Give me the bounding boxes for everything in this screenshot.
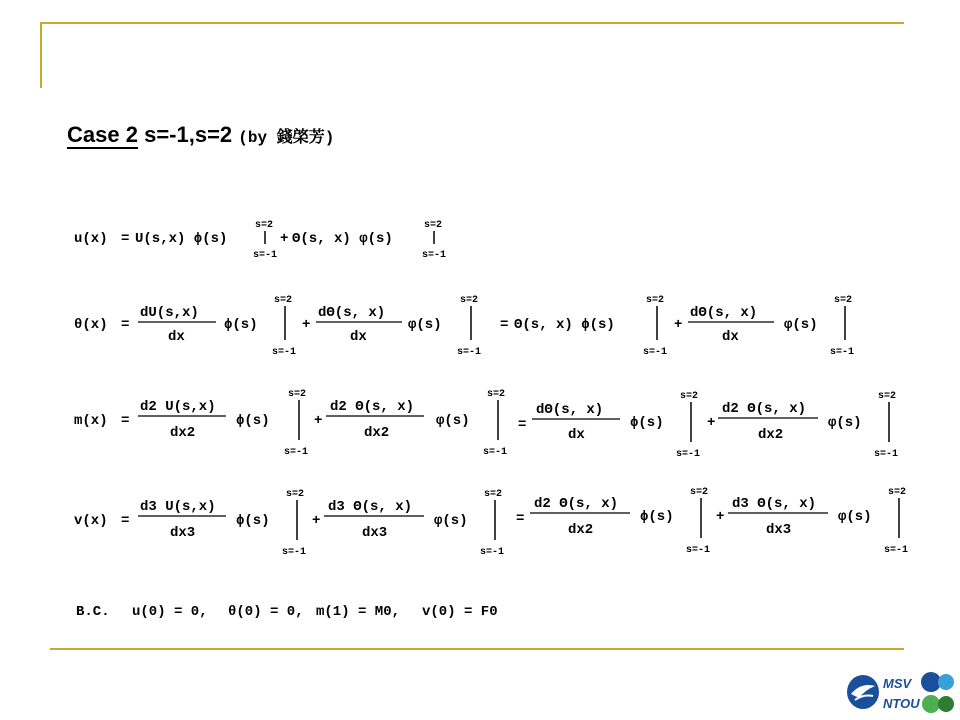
eq4-frac1-num: d3 U(s,x) <box>140 499 216 515</box>
eq4-rhs-frac1-den: dx2 <box>568 522 594 538</box>
svg-text:s=-1: s=-1 <box>874 449 899 460</box>
eq2-lhs: θ(x) <box>74 317 108 333</box>
equation-m <box>74 389 898 460</box>
bc-cond-u: u(0) = 0, <box>132 604 208 620</box>
eq4-frac2-den: dx3 <box>362 525 388 541</box>
bc-cond-theta: θ(0) = 0, <box>228 604 304 620</box>
svg-text:+: + <box>707 415 716 431</box>
eq3-term1: ϕ(s) <box>236 413 270 429</box>
eq4-term1: ϕ(s) <box>236 513 270 529</box>
svg-text:+: + <box>302 317 311 333</box>
eq2-term2: φ(s) <box>408 317 442 333</box>
eq3-frac2-den: dx2 <box>364 425 390 441</box>
eq2-frac1-den: dx <box>168 329 185 345</box>
msv-ntou-logo <box>845 668 955 716</box>
eq3-frac1-num: d2 U(s,x) <box>140 399 216 415</box>
svg-text:+: + <box>674 317 683 333</box>
eq1-term2: Θ(s, x) φ(s) <box>292 231 393 247</box>
title-condition: s=-1,s=2 <box>144 122 233 147</box>
svg-text:=: = <box>500 317 509 333</box>
equation-u <box>74 220 446 261</box>
svg-text:+: + <box>312 513 321 529</box>
eq4-lhs: v(x) <box>74 513 108 529</box>
eq4-rhs-frac2-den: dx3 <box>766 522 792 538</box>
eq4-rhs-frac1-num: d2 Θ(s, x) <box>534 496 619 512</box>
svg-text:=: = <box>121 317 130 333</box>
eq3-rhs-term2: φ(s) <box>828 415 862 431</box>
svg-text:s=2: s=2 <box>834 295 853 306</box>
eq3-term2: φ(s) <box>436 413 470 429</box>
svg-text:=: = <box>516 511 525 527</box>
svg-text:+: + <box>314 413 323 429</box>
svg-text:+: + <box>716 509 725 525</box>
eq2-rhs-term2: φ(s) <box>784 317 818 333</box>
bc-label: B.C. <box>76 604 110 620</box>
logo-text-ntou: NTOU <box>883 696 920 711</box>
equation-theta <box>74 295 854 358</box>
eq1-term1: U(s,x) ϕ(s) <box>135 231 228 247</box>
svg-text:s=-1: s=-1 <box>676 449 701 460</box>
eq3-frac1-den: dx2 <box>170 425 196 441</box>
bc-cond-v: v(0) = F0 <box>422 604 498 620</box>
eq4-rhs-term2: φ(s) <box>838 509 872 525</box>
eq2-term1: ϕ(s) <box>224 317 258 333</box>
bird-icon <box>847 675 879 709</box>
svg-text:=: = <box>121 231 130 247</box>
svg-text:=: = <box>121 513 130 529</box>
svg-text:=: = <box>518 417 527 433</box>
eq2-rhs-term1: Θ(s, x) ϕ(s) <box>514 317 615 333</box>
equation-v <box>74 487 908 558</box>
svg-text:s=2: s=2 <box>646 295 665 306</box>
boundary-conditions <box>76 604 498 620</box>
svg-text:s=2: s=2 <box>484 489 503 500</box>
title-case: Case 2 <box>67 122 138 147</box>
svg-text:s=2: s=2 <box>487 389 506 400</box>
svg-text:s=-1: s=-1 <box>643 347 668 358</box>
eq4-frac2-num: d3 Θ(s, x) <box>328 499 413 515</box>
eq2-frac2-den: dx <box>350 329 367 345</box>
svg-text:s=-1: s=-1 <box>830 347 855 358</box>
eq3-rhs-frac2-num: d2 Θ(s, x) <box>722 401 807 417</box>
title-author: (by 錢棨芳) <box>238 129 335 147</box>
eq1-eval-top-2: s=2 <box>424 220 443 231</box>
svg-text:s=-1: s=-1 <box>457 347 482 358</box>
eq3-rhs-term1: ϕ(s) <box>630 415 664 431</box>
eq3-frac2-num: d2 Θ(s, x) <box>330 399 415 415</box>
eq4-rhs-term1: ϕ(s) <box>640 509 674 525</box>
eq1-lhs: u(x) <box>74 231 108 247</box>
logo-circles-icon <box>921 672 954 713</box>
svg-text:s=-1: s=-1 <box>884 545 909 556</box>
eq2-rhs-frac-num: dΘ(s, x) <box>690 305 758 321</box>
svg-text:s=-1: s=-1 <box>282 547 307 558</box>
eq4-rhs-frac2-num: d3 Θ(s, x) <box>732 496 817 512</box>
eq1-eval-top-1: s=2 <box>255 220 274 231</box>
svg-text:s=2: s=2 <box>274 295 293 306</box>
svg-text:s=2: s=2 <box>888 487 907 498</box>
svg-text:s=2: s=2 <box>878 391 897 402</box>
eq1-eval-bot-2: s=-1 <box>422 250 447 261</box>
eq2-frac1-num: dU(s,x) <box>140 305 199 321</box>
eq3-rhs-frac1-num: dΘ(s, x) <box>536 402 604 418</box>
svg-text:s=2: s=2 <box>680 391 699 402</box>
eq3-rhs-frac2-den: dx2 <box>758 427 784 443</box>
svg-text:s=-1: s=-1 <box>272 347 297 358</box>
svg-text:s=-1: s=-1 <box>284 447 309 458</box>
bc-cond-m: m(1) = M0, <box>316 604 401 620</box>
eq3-lhs: m(x) <box>74 413 108 429</box>
svg-text:s=2: s=2 <box>288 389 307 400</box>
svg-text:s=2: s=2 <box>460 295 479 306</box>
eq4-frac1-den: dx3 <box>170 525 196 541</box>
eq2-frac2-num: dΘ(s, x) <box>318 305 386 321</box>
svg-text:s=-1: s=-1 <box>480 547 505 558</box>
eq1-eval-bot-1: s=-1 <box>253 250 278 261</box>
eq4-term2: φ(s) <box>434 513 468 529</box>
eq1-plus: + <box>280 231 289 247</box>
svg-text:s=-1: s=-1 <box>483 447 508 458</box>
svg-text:s=-1: s=-1 <box>686 545 711 556</box>
eq2-rhs-frac-den: dx <box>722 329 739 345</box>
logo-text-msv: MSV <box>883 676 912 691</box>
svg-text:=: = <box>121 413 130 429</box>
svg-text:s=2: s=2 <box>286 489 305 500</box>
eq3-rhs-frac1-den: dx <box>568 427 585 443</box>
svg-text:s=2: s=2 <box>690 487 709 498</box>
